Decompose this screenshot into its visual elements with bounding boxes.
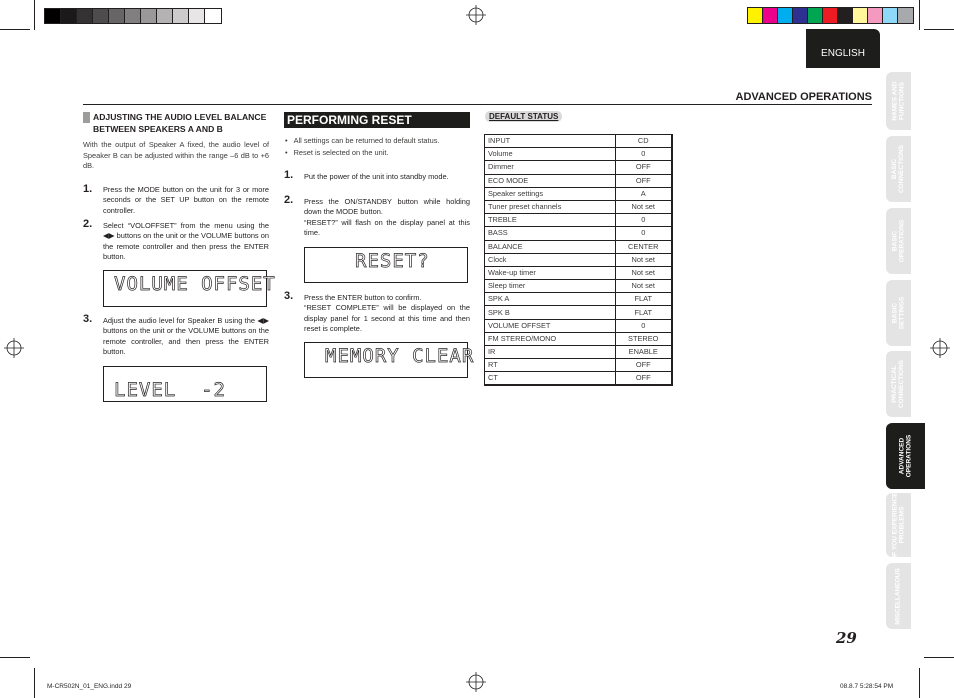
gray-swatch [125, 9, 141, 23]
color-swatch [748, 8, 763, 23]
side-tab-label: BASIC CONNECTIONS [891, 144, 906, 194]
setting-value: Not set [616, 200, 672, 213]
setting-value: ENABLE [616, 346, 672, 359]
gray-swatch [141, 9, 157, 23]
table-row [485, 240, 672, 253]
gray-swatch [77, 9, 93, 23]
setting-name: IR [485, 346, 616, 359]
setting-name: ECO MODE [485, 174, 616, 187]
gray-swatch [45, 9, 61, 23]
setting-name: VOLUME OFFSET [485, 319, 616, 332]
footer-file-name: M-CR502N_01_ENG.indd 29 [47, 683, 132, 690]
table-row [485, 161, 672, 174]
table-row [485, 319, 672, 332]
table-row [485, 359, 672, 372]
setting-name: TREBLE [485, 214, 616, 227]
footer-timestamp: 08.8.7 5:28:54 PM [840, 683, 894, 690]
balance-step-3-text: Adjust the audio level for Speaker B using the ◀▶ buttons on the unit or the VOLUME buttons on the remote controller, and then press the ENTER button. [103, 316, 269, 357]
setting-value: OFF [616, 359, 672, 372]
setting-name: Wake-up timer [485, 266, 616, 279]
display-level: LEVEL -2 [103, 366, 267, 402]
balance-step-2-text: Select “VOLOFFSET” from the menu using the ◀▶ buttons on the unit or the VOLUME buttons on the remote controller and then press the ENTER button. [103, 221, 269, 262]
page-number: 29 [836, 629, 857, 647]
side-tab-label: BASIC SETTINGS [891, 296, 906, 330]
balance-step-3-number: 3. [83, 313, 93, 325]
setting-name: CT [485, 372, 616, 386]
gray-swatch [205, 9, 221, 23]
gray-swatch [93, 9, 109, 23]
table-row [485, 332, 672, 345]
registration-mark-right [930, 338, 950, 358]
side-tab-label: BASIC OPERATIONS [891, 219, 906, 263]
setting-name: FM STEREO/MONO [485, 332, 616, 345]
section-title: ADVANCED OPERATIONS [735, 91, 872, 103]
table-row [485, 280, 672, 293]
table-row [485, 200, 672, 213]
reset-step-1-number: 1. [284, 169, 294, 181]
table-row [485, 346, 672, 359]
table-row [485, 148, 672, 161]
setting-name: Dimmer [485, 161, 616, 174]
reset-bullets [284, 135, 474, 159]
table-row [485, 253, 672, 266]
balance-step-1-text: Press the MODE button on the unit for 3 or more seconds or the SET UP button on the remote controller. [103, 185, 269, 215]
setting-name: Tuner preset channels [485, 200, 616, 213]
side-tab-label: IF YOU EXPERIENCE PROBLEMS [891, 492, 906, 558]
setting-value: OFF [616, 372, 672, 386]
setting-name: SPK A [485, 293, 616, 306]
side-tab-practical-connections[interactable] [886, 351, 911, 417]
setting-name: SPK B [485, 306, 616, 319]
setting-name: INPUT [485, 135, 616, 148]
table-row [485, 372, 672, 386]
color-swatch [763, 8, 778, 23]
color-swatch [868, 8, 883, 23]
gray-swatch [157, 9, 173, 23]
setting-value: OFF [616, 174, 672, 187]
setting-value: Not set [616, 253, 672, 266]
language-tab: ENGLISH [806, 29, 880, 68]
side-tab-advanced-operations[interactable] [886, 423, 925, 489]
display-memory-clear: MEMORY CLEAR [304, 342, 468, 378]
color-swatch [898, 8, 913, 23]
balance-intro: With the output of Speaker A fixed, the audio level of Speaker B can be adjusted within the range –6 dB to +6 dB. [83, 140, 269, 170]
reset-step-3-text: Press the ENTER button to confirm. “RESET COMPLETE” will be displayed on the display panel for 1 second at this time and then reset is complete. [304, 293, 470, 334]
reset-step-1-text: Put the power of the unit into standby mode. [304, 172, 449, 181]
table-row [485, 293, 672, 306]
color-swatch [823, 8, 838, 23]
balance-step-2-number: 2. [83, 218, 93, 230]
setting-value: 0 [616, 214, 672, 227]
gray-swatch [109, 9, 125, 23]
side-tab-basic-settings[interactable] [886, 280, 911, 346]
color-swatch [808, 8, 823, 23]
balance-step-1-number: 1. [83, 183, 93, 195]
reset-bullet-2: • Reset is selected on the unit. [284, 147, 474, 159]
color-swatch [793, 8, 808, 23]
gray-swatch [189, 9, 205, 23]
registration-mark-left [4, 338, 24, 358]
table-row [485, 306, 672, 319]
side-tab-if-you-experience-problems[interactable] [886, 493, 911, 557]
table-row [485, 266, 672, 279]
reset-bullet-1: • All settings can be returned to default status. [284, 135, 474, 147]
grayscale-bar [44, 8, 222, 24]
balance-heading: ADJUSTING THE AUDIO LEVEL BALANCE BETWEEN SPEAKERS A AND B [83, 111, 273, 135]
default-status-table [484, 134, 673, 386]
table-row [485, 214, 672, 227]
color-swatch [838, 8, 853, 23]
color-swatch [883, 8, 898, 23]
reset-step-2-number: 2. [284, 194, 294, 206]
setting-name: BALANCE [485, 240, 616, 253]
display-reset: RESET? [304, 247, 468, 283]
gray-swatch [173, 9, 189, 23]
display-volume-offset: VOLUME OFFSET [103, 270, 267, 307]
setting-name: BASS [485, 227, 616, 240]
side-tab-label: ADVANCED OPERATIONS [898, 434, 913, 478]
setting-value: CENTER [616, 240, 672, 253]
registration-mark-top [466, 5, 486, 25]
setting-value: STEREO [616, 332, 672, 345]
color-swatch [853, 8, 868, 23]
setting-value: Not set [616, 266, 672, 279]
table-row [485, 135, 672, 148]
registration-mark-bottom [466, 672, 486, 692]
gray-swatch [61, 9, 77, 23]
table-row [485, 187, 672, 200]
table-row [485, 227, 672, 240]
setting-value: Not set [616, 280, 672, 293]
side-tab-miscellaneous[interactable] [886, 563, 911, 629]
reset-heading: PERFORMING RESET [284, 112, 470, 128]
side-tab-names-and-functions[interactable] [886, 72, 911, 130]
setting-name: RT [485, 359, 616, 372]
setting-value: FLAT [616, 306, 672, 319]
setting-name: Volume [485, 148, 616, 161]
side-tab-label: PRACTICAL CONNECTIONS [891, 359, 906, 409]
setting-value: A [616, 187, 672, 200]
heading-marker [83, 112, 90, 123]
setting-value: 0 [616, 227, 672, 240]
side-tab-label: MISCELLANEOUS [895, 567, 902, 625]
reset-step-3-number: 3. [284, 290, 294, 302]
table-row [485, 174, 672, 187]
setting-value: 0 [616, 319, 672, 332]
header-rule [83, 104, 872, 105]
setting-name: Sleep timer [485, 280, 616, 293]
color-swatch [778, 8, 793, 23]
setting-name: Speaker settings [485, 187, 616, 200]
side-tab-basic-connections[interactable] [886, 136, 911, 202]
setting-value: 0 [616, 148, 672, 161]
reset-step-2-text: Press the ON/STANDBY button while holding down the MODE button. “RESET?” will flash on the display panel at this time. [304, 197, 470, 238]
default-status-label: DEFAULT STATUS [485, 111, 562, 122]
setting-value: OFF [616, 161, 672, 174]
side-tab-basic-operations[interactable] [886, 208, 911, 274]
setting-value: FLAT [616, 293, 672, 306]
side-tab-label: NAMES AND FUNCTIONS [891, 81, 906, 121]
setting-name: Clock [485, 253, 616, 266]
setting-value: CD [616, 135, 672, 148]
color-bar [747, 7, 914, 24]
